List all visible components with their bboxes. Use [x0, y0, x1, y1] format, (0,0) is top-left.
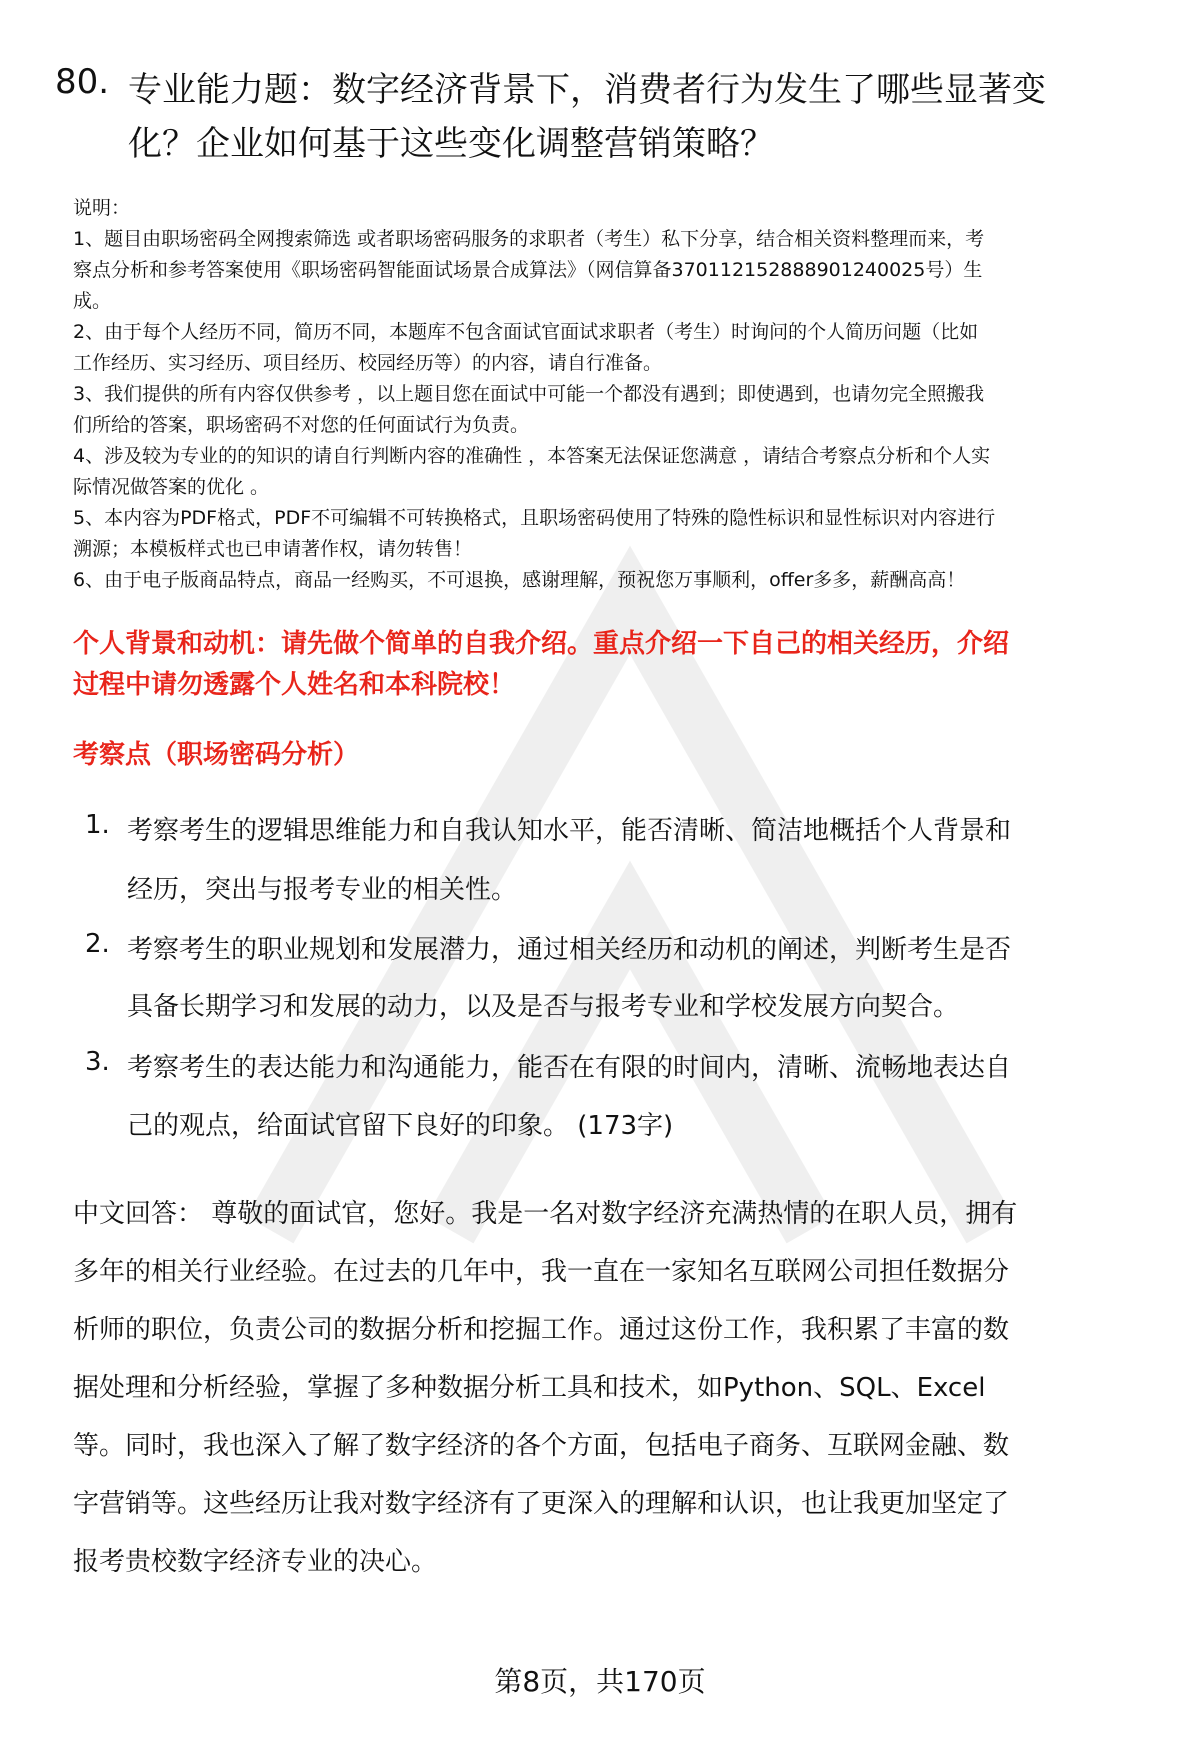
question-title-line: 专业能力题：数字经济背景下，消费者行为发生了哪些显著变: [128, 70, 1046, 110]
list-number: 3.: [85, 1047, 110, 1077]
note-line: 工作经历、实习经历、项目经历、校园经历等）的内容，请自行准备。: [73, 352, 663, 374]
list-item-line: 考察考生的职业规划和发展潜力，通过相关经历和动机的阐述，判断考生是否: [127, 935, 1012, 965]
note-line: 1、题目由职场密码全网搜索筛选 或者职场密码服务的求职者（考生）私下分享，结合相关资料整理而来，考: [73, 228, 985, 250]
question-number: 80.: [55, 62, 110, 102]
note-line: 成。: [73, 290, 112, 312]
list-item-line: 经历，突出与报考专业的相关性。: [127, 875, 518, 905]
notes-heading: 说明：: [73, 197, 131, 219]
answer-line: 多年的相关行业经验。在过去的几年中，我一直在一家知名互联网公司担任数据分: [73, 1257, 1010, 1287]
note-line: 4、涉及较为专业的的知识的请自行判断内容的准确性 ，本答案无法保证您满意 ，请结合考察点分析和个人实: [73, 445, 991, 467]
question-title-line: 化？企业如何基于这些变化调整营销策略？: [128, 124, 774, 164]
sub-question-line: 过程中请勿透露个人姓名和本科院校！: [73, 670, 516, 700]
note-line: 溯源；本模板样式也已申请著作权，请勿转售！: [73, 538, 473, 560]
list-item-line: 具备长期学习和发展的动力，以及是否与报考专业和学校发展方向契合。: [127, 992, 960, 1022]
note-line: 2、由于每个人经历不同，简历不同，本题库不包含面试官面试求职者（考生）时询问的个人简历问题（比如: [73, 321, 979, 343]
list-item-line: 己的观点，给面试官留下良好的印象。 (173字): [127, 1111, 674, 1141]
answer-line: 报考贵校数字经济专业的决心。: [73, 1547, 438, 1577]
answer-line: 中文回答： 尊敬的面试官，您好。我是一名对数字经济充满热情的在职人员，拥有: [73, 1199, 1018, 1229]
page-number: 第8页，共170页: [494, 1665, 706, 1698]
list-item-line: 考察考生的表达能力和沟通能力，能否在有限的时间内，清晰、流畅地表达自: [127, 1053, 1012, 1083]
answer-line: 字营销等。这些经历让我对数字经济有了更深入的理解和认识，也让我更加坚定了: [73, 1489, 1010, 1519]
sub-question-line: 个人背景和动机：请先做个简单的自我介绍。重点介绍一下自己的相关经历，介绍: [73, 629, 1010, 659]
note-line: 际情况做答案的优化 。: [73, 476, 270, 498]
answer-line: 等。同时，我也深入了解了数字经济的各个方面，包括电子商务、互联网金融、数: [73, 1431, 1010, 1461]
answer-line: 析师的职位，负责公司的数据分析和挖掘工作。通过这份工作，我积累了丰富的数: [73, 1315, 1010, 1345]
list-number: 1.: [85, 810, 110, 840]
analysis-heading: 考察点（职场密码分析）: [73, 740, 360, 770]
note-line: 6、由于电子版商品特点，商品一经购买，不可退换，感谢理解，预祝您万事顺利，offer多多，薪酬高高！: [73, 569, 966, 591]
list-number: 2.: [85, 929, 110, 959]
note-line: 们所给的答案，职场密码不对您的任何面试行为负责。: [73, 414, 530, 436]
note-line: 3、我们提供的所有内容仅供参考 ，以上题目您在面试中可能一个都没有遇到；即使遇到，也请勿完全照搬我: [73, 383, 985, 405]
answer-line: 据处理和分析经验，掌握了多种数据分析工具和技术，如Python、SQL、Excel: [73, 1373, 986, 1403]
list-item-line: 考察考生的逻辑思维能力和自我认知水平，能否清晰、简洁地概括个人背景和: [127, 816, 1012, 846]
note-line: 5、本内容为PDF格式，PDF不可编辑不可转换格式，且职场密码使用了特殊的隐性标识和显性标识对内容进行: [73, 507, 996, 529]
note-line: 察点分析和参考答案使用《职场密码智能面试场景合成算法》（网信算备370112152888901240025号）生: [73, 259, 983, 281]
